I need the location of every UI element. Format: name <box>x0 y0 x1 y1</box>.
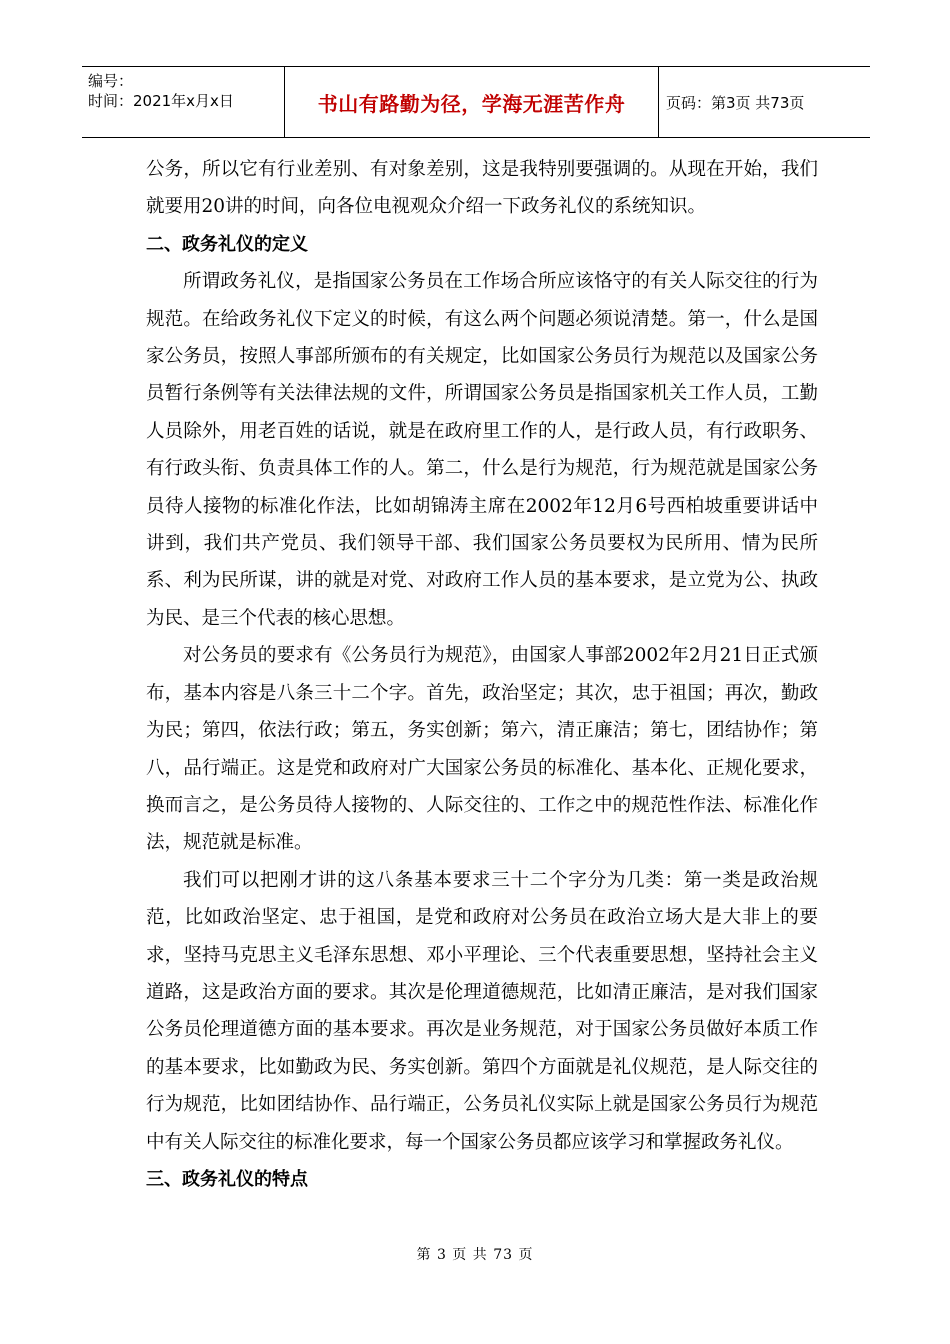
header-page-info: 页码：第3页 共73页 <box>666 94 805 112</box>
body-paragraph: 我们可以把刚才讲的这八条基本要求三十二个字分为几类：第一类是政治规范，比如政治坚定、忠于祖国，是党和政府对公务员在政治立场大是大非上的要求，坚持马克思主义毛泽东思想、邓小平理论、三个代表重要思想，坚持社会主义道路，这是政治方面的要求。其次是伦理道德规范，比如清正廉洁，是对我们国家公务员伦理道德方面的基本要求。再次是业务规范，对于国家公务员做好本质工作的基本要求，比如勤政为民、务实创新。第四个方面就是礼仪规范，是人际交往的行为规范，比如团结协作、品行端正，公务员礼仪实际上就是国家公务员行为规范中有关人际交往的标准化要求，每一个国家公务员都应该学习和掌握政务礼仪。 <box>146 869 818 1153</box>
page-footer: 第 3 页 共 73 页 <box>416 1247 534 1263</box>
document-number-label: 编号： <box>88 72 134 90</box>
section-heading: 三、政务礼仪的特点 <box>146 1168 308 1190</box>
body-paragraph: 公务，所以它有行业差别、有对象差别，这是我特别要强调的。从现在开始，我们就要用20讲的时间，向各位电视观众介绍一下政务礼仪的系统知识。 <box>146 159 818 218</box>
document-body <box>146 151 818 1198</box>
body-paragraph: 所谓政务礼仪，是指国家公务员在工作场合所应该恪守的有关人际交往的行为规范。在给政务礼仪下定义的时候，有这么两个问题必须说清楚。第一，什么是国家公务员，按照人事部所颁布的有关规定，比如国家公务员行为规范以及国家公务员暂行条例等有关法律法规的文件，所谓国家公务员是指国家机关工作人员，工勤人员除外，用老百姓的话说，就是在政府里工作的人，是行政人员，有行政职务、有行政头衔、负责具体工作的人。第二，什么是行为规范，行为规范就是国家公务员待人接物的标准化作法，比如胡锦涛主席在2002年12月6号西柏坡重要讲话中讲到，我们共产党员、我们领导干部、我们国家公务员要权为民所用、情为民所系、利为民所谋，讲的就是对党、对政府工作人员的基本要求，是立党为公、执政为民、是三个代表的核心思想。 <box>146 271 818 629</box>
document-date-label: 时间：2021年x月x日 <box>88 92 234 110</box>
header-divider <box>658 67 659 137</box>
page-header <box>82 66 870 138</box>
body-paragraph: 对公务员的要求有《公务员行为规范》，由国家人事部2002年2月21日正式颁布，基本内容是八条三十二个字。首先，政治坚定；其次，忠于祖国；再次，勤政为民；第四，依法行政；第五，务实创新；第六，清正廉洁；第七，团结协作；第八，品行端正。这是党和政府对广大国家公务员的标准化、基本化、正规化要求，换而言之，是公务员待人接物的、人际交往的、工作之中的规范性作法、标准化作法，规范就是标准。 <box>146 645 818 854</box>
header-meta <box>88 71 234 111</box>
header-motto: 书山有路勤为径，学海无涯苦作舟 <box>317 92 626 116</box>
section-heading: 二、政务礼仪的定义 <box>146 233 308 255</box>
